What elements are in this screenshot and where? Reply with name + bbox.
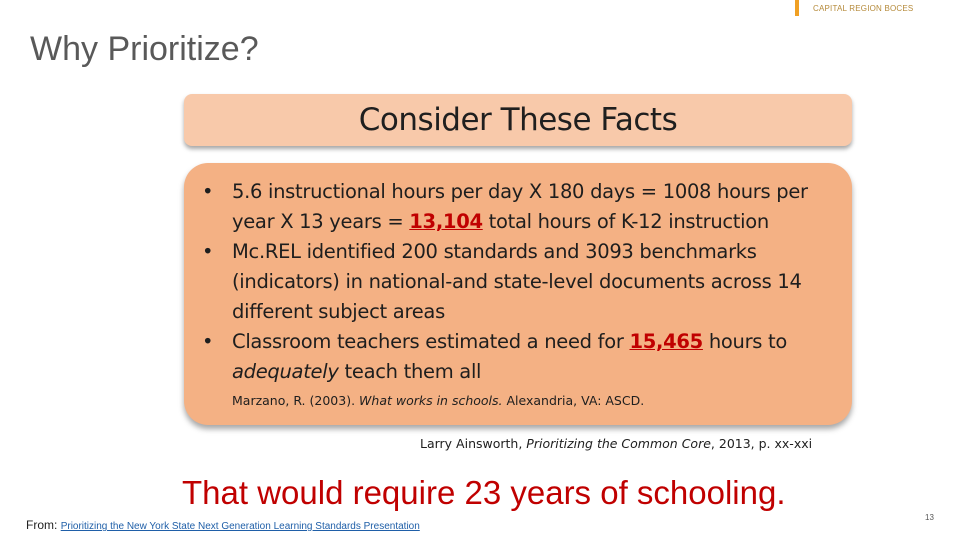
- fact-3-text-mid: hours to: [702, 330, 788, 353]
- capital-region-boces-logo: [795, 0, 913, 16]
- fact-3-highlight: 15,465: [629, 330, 703, 353]
- fact-3-emphasis: adequately: [232, 360, 339, 383]
- fact-item-hours: [202, 177, 842, 237]
- presentation-link[interactable]: Prioritizing the New York State Next Generation Learning Standards Presentation: [60, 521, 420, 532]
- fact-3-text-end: teach them all: [338, 360, 482, 383]
- fact-item-teacher-estimate: [202, 327, 842, 387]
- source-author: Larry Ainsworth,: [420, 436, 527, 451]
- fact-2-text: Mc.REL identified 200 standards and 3093 benchmarks (indicators) in national-and state-level documents across 14 different subject areas: [232, 240, 802, 323]
- page-number: 13: [925, 513, 934, 522]
- logo-text: CAPITAL REGION BOCES: [813, 3, 914, 13]
- facts-box: [184, 163, 852, 425]
- fact-item-standards: [202, 237, 842, 327]
- facts-list: [202, 177, 842, 387]
- source-attribution: [420, 436, 812, 451]
- bullet-icon: •: [202, 330, 214, 353]
- slide-title: Why Prioritize?: [30, 30, 259, 68]
- logo-accent-bar: [795, 0, 799, 16]
- citation-author: Marzano, R. (2003).: [232, 393, 360, 408]
- bullet-icon: •: [202, 180, 214, 203]
- fact-1-text-end: total hours of K-12 instruction: [482, 210, 769, 233]
- facts-heading: Consider These Facts: [358, 102, 678, 138]
- marzano-citation: [232, 393, 644, 408]
- citation-title: What works in schools.: [359, 393, 503, 408]
- source-details: , 2013, p. xx-xxi: [710, 436, 813, 451]
- fact-1-highlight: 13,104: [409, 210, 483, 233]
- citation-publisher: Alexandria, VA: ASCD.: [502, 393, 645, 408]
- conclusion-statement: That would require 23 years of schooling.: [182, 474, 786, 511]
- from-label: From:: [26, 518, 58, 532]
- source-title: Prioritizing the Common Core: [526, 436, 711, 451]
- fact-3-text-start: Classroom teachers estimated a need for: [232, 330, 630, 353]
- bullet-icon: •: [202, 240, 214, 263]
- footer-from-line: [26, 518, 420, 532]
- fact-1-text-start: 5.6 instructional hours per day X 180 days = 1008 hours per year X 13 years =: [232, 180, 808, 233]
- facts-heading-box: [184, 94, 852, 146]
